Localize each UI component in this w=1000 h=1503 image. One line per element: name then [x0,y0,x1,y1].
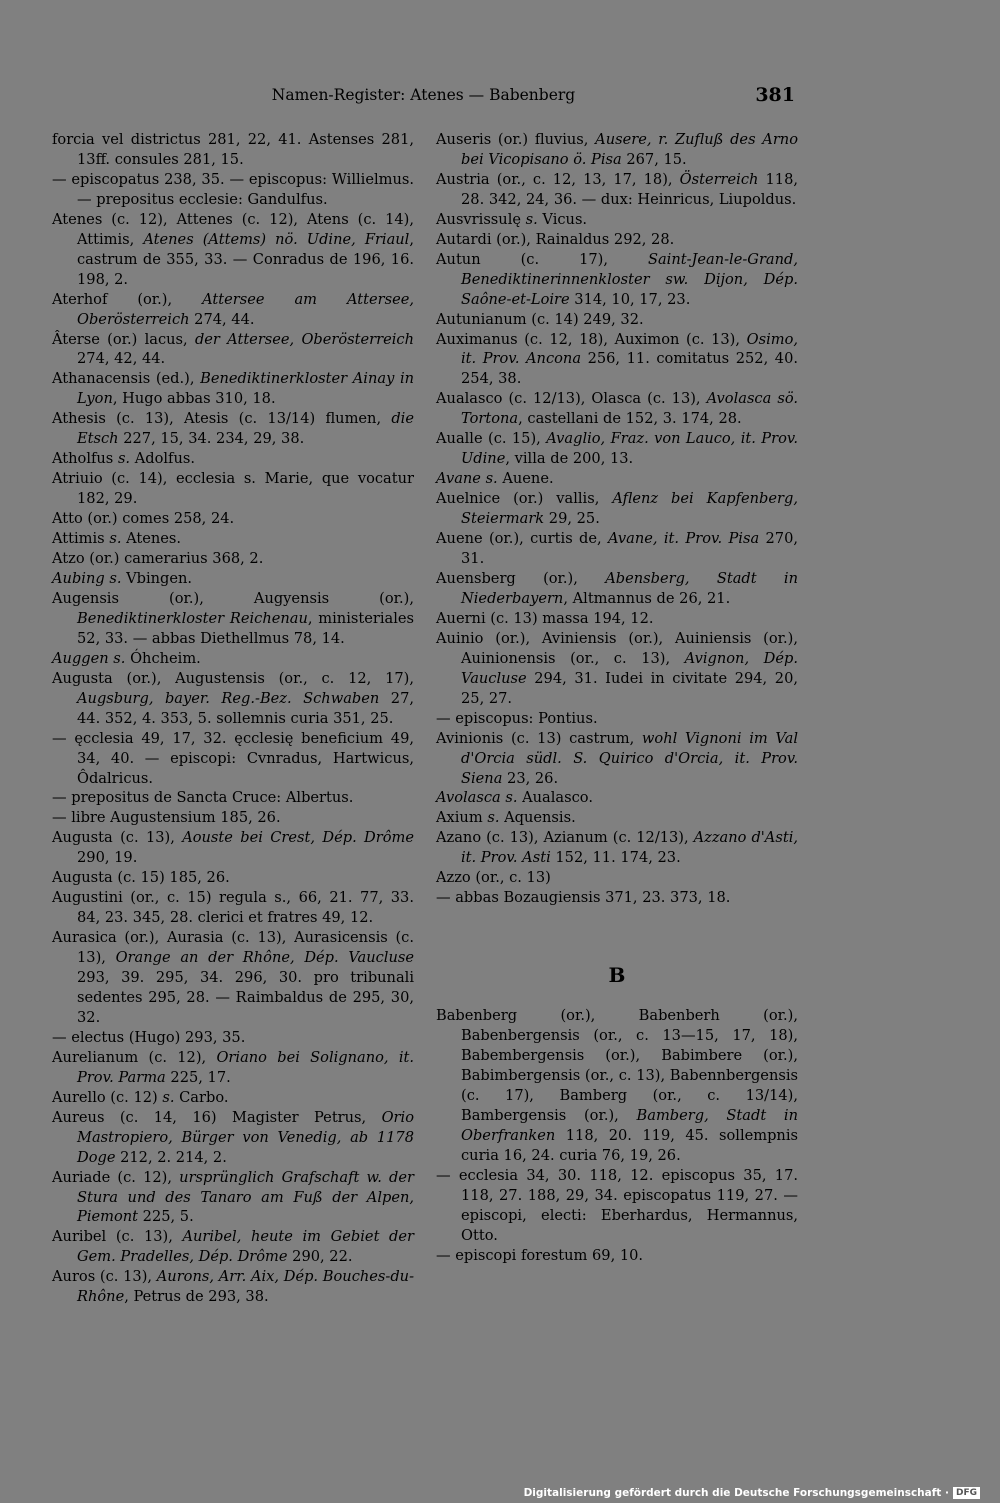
index-entry: — ecclesia 34, 30. 118, 12. episcopus 35, 17. 118, 27. 188, 29, 34. episcopatus 119, 27. — episcopi, electi: Eberhardus, Hermannus, Otto. [436,1166,798,1244]
running-title: Namen-Register: Atenes — Babenberg [271,86,576,104]
index-entry: — electus (Hugo) 293, 35. [52,1028,246,1046]
index-entry: Axium s. Aquensis. [436,809,576,827]
index-entry: Ausvrissulę s. Vicus. [436,210,588,228]
index-entry: — episcopi forestum 69, 10. [436,1246,644,1264]
index-entry: Âterse (or.) lacus, der Attersee, Oberösterreich 274, 42, 44. [52,330,414,368]
index-entry: — abbas Bozaugiensis 371, 23. 373, 18. [436,889,731,907]
index-entry: Auggen s. Óhcheim. [52,649,201,667]
index-entry: Aurelianum (c. 12), Oriano bei Solignano, it. Prov. Parma 225, 17. [52,1048,414,1086]
index-entry: Austria (or., c. 12, 13, 17, 18), Österreich 118, 28. 342, 24, 36. — dux: Heinricus, Liupoldus. [436,170,798,208]
index-entry: Azano (c. 13), Azianum (c. 12/13), Azzano d'Asti, it. Prov. Asti 152, 11. 174, 23. [436,829,798,867]
dfg-logo: DFG [953,1487,980,1499]
index-entry: Auros (c. 13), Aurons, Arr. Aix, Dép. Bouches-du-Rhône, Petrus de 293, 38. [52,1268,415,1306]
index-entry: Auximanus (c. 12, 18), Auximon (c. 13), Osimo, it. Prov. Ancona 256, 11. comitatus 252, 40. 254, 38. [436,330,798,388]
footer-text: Digitalisierung gefördert durch die Deutsche Forschungsgemeinschaft · [523,1487,949,1499]
index-entry: Augensis (or.), Augyensis (or.), Benediktinerkloster Reichenau, ministeriales 52, 33. — abbas Diethellmus 78, 14. [52,589,414,647]
index-entry: Auriade (c. 12), ursprünglich Grafschaft w. der Stura und des Tanaro am Fuß der Alpen, Piemont 225, 5. [52,1168,415,1226]
index-entry: Augusta (c. 13), Aouste bei Crest, Dép. Drôme 290, 19. [52,829,414,867]
index-entry: Aurello (c. 12) s. Carbo. [52,1088,229,1106]
index-entry: — libre Augustensium 185, 26. [52,809,281,827]
index-entry: Attimis s. Atenes. [52,530,182,548]
index-entry: — ęcclesia 49, 17, 32. ęcclesię beneficium 49, 34, 40. — episcopi: Cvnradus, Hartwicus, Ôdalricus. [52,729,414,787]
index-entry: Auinio (or.), Aviniensis (or.), Auiniensis (or.), Auinionensis (or., c. 13), Avignon, Dép. Vaucluse 294, 31. Iudei in civitate 294, 20, 25, 27. [436,629,798,707]
section-letter: B [608,963,626,988]
index-entry: Atenes (c. 12), Attenes (c. 12), Atens (c. 14), Attimis, Atenes (Attems) nö. Udine, Friaul, castrum de 355, 33. — Conradus de 196, 16. 198, 2. [52,210,414,288]
left-column [52,130,414,1307]
index-entry: Aureus (c. 14, 16) Magister Petrus, Orio Mastropiero, Bürger von Venedig, ab 1178 Doge 212, 2. 214, 2. [52,1108,414,1166]
index-entry: Auribel (c. 13), Auribel, heute im Gebiet der Gem. Pradelles, Dép. Drôme 290, 22. [52,1228,415,1266]
index-entry: Atto (or.) comes 258, 24. [52,510,235,528]
index-entry: Aualasco (c. 12/13), Olasca (c. 13), Avolasca sö. Tortona, castellani de 152, 3. 174, 28. [436,390,798,428]
index-entry: Babenberg (or.), Babenberh (or.), Babenbergensis (or., c. 13—15, 17, 18), Babembergensis (or.), Babimbere (or.), Babimbergensis (or., c. 13), Babennbergensis (c. 17), Bamberg (or., c. 13/14), Bambergensis (or.), Bamberg, Stadt in Oberfranken 118, 20. 119, 45. sollempnis curia 16, 24. curia 76, 19, 26. [436,1007,798,1164]
right-column [436,130,798,1266]
index-entry: — episcopatus 238, 35. — episcopus: Willielmus. — prepositus ecclesie: Gandulfus. [52,170,414,208]
index-entry: Avinionis (c. 13) castrum, wohl Vignoni im Val d'Orcia südl. S. Quirico d'Orcia, it. Prov. Siena 23, 26. [436,729,798,787]
index-entry: Athesis (c. 13), Atesis (c. 13/14) flumen, die Etsch 227, 15, 34. 234, 29, 38. [52,410,414,448]
index-entry: forcia vel districtus 281, 22, 41. Astenses 281, 13ff. consules 281, 15. [52,131,414,168]
page-number: 381 [755,84,795,106]
index-entry: — prepositus de Sancta Cruce: Albertus. [52,789,354,807]
index-entry: Augusta (c. 15) 185, 26. [52,869,230,887]
footer-credit [524,1487,980,1499]
index-entry: Auerni (c. 13) massa 194, 12. [436,609,654,627]
index-entry: Autunianum (c. 14) 249, 32. [436,310,644,328]
index-entry: Auelnice (or.) vallis, Aflenz bei Kapfenberg, Steiermark 29, 25. [436,490,798,528]
index-entry: Azzo (or., c. 13) [436,869,551,887]
index-entry: Auensberg (or.), Abensberg, Stadt in Niederbayern, Altmannus de 26, 21. [436,569,798,607]
index-entry: Aubing s. Vbingen. [52,569,193,587]
index-entry: Avolasca s. Aualasco. [436,789,593,807]
index-entry: Aualle (c. 15), Avaglio, Fraz. von Lauco, it. Prov. Udine, villa de 200, 13. [436,430,799,468]
index-entry: — episcopus: Pontius. [436,709,598,727]
index-entry: Atholfus s. Adolfus. [52,450,195,468]
page-header [52,84,795,108]
index-entry: Avane s. Auene. [436,470,554,488]
index-entry: Auene (or.), curtis de, Avane, it. Prov. Pisa 270, 31. [436,530,798,568]
index-entry: Aurasica (or.), Aurasia (c. 13), Aurasicensis (c. 13), Orange an der Rhône, Dép. Vaucluse 293, 39. 295, 34. 296, 30. pro tribunali sedentes 295, 28. — Raimbaldus de 295, 30, 32. [52,929,414,1026]
index-entry: Auseris (or.) fluvius, Ausere, r. Zufluß des Arno bei Vicopisano ö. Pisa 267, 15. [436,131,798,168]
index-entry: Aterhof (or.), Attersee am Attersee, Oberösterreich 274, 44. [52,290,414,328]
index-entry: Atzo (or.) camerarius 368, 2. [52,550,264,568]
index-entry: Augusta (or.), Augustensis (or., c. 12, 17), Augsburg, bayer. Reg.-Bez. Schwaben 27, 44. 352, 4. 353, 5. sollemnis curia 351, 25. [52,669,414,727]
index-entry: Atriuio (c. 14), ecclesia s. Marie, que vocatur 182, 29. [52,470,414,508]
index-entry: Autun (c. 17), Saint-Jean-le-Grand, Benediktinerinnenkloster sw. Dijon, Dép. Saône-et-Loire 314, 10, 17, 23. [436,250,798,308]
index-entry: Athanacensis (ed.), Benediktinerkloster Ainay in Lyon, Hugo abbas 310, 18. [52,370,415,408]
index-entry: Augustini (or., c. 15) regula s., 66, 21. 77, 33. 84, 23. 345, 28. clerici et fratres 49, 12. [52,889,414,927]
index-entry: Autardi (or.), Rainaldus 292, 28. [436,230,675,248]
